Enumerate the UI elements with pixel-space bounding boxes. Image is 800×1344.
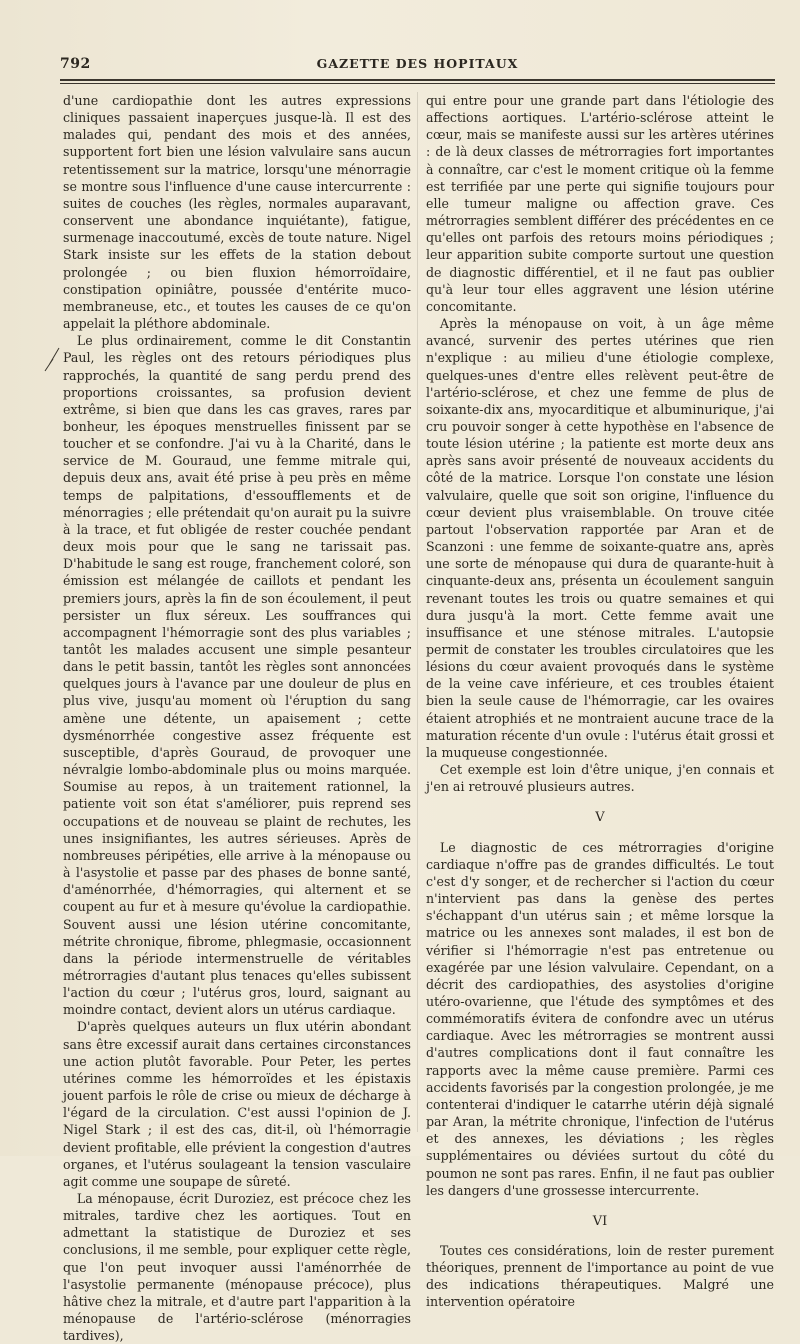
header-rule-thin — [60, 83, 775, 84]
paragraph: d'une cardiopathie dont les autres expressions cliniques passaient inaperçues jusque-là. Il est des malades qui, pendant des mois et des années, supportent fort bien une lésion valvulaire sans aucun retentissement sur la matrice, lorsqu'une ménorragie se montre sous l'influence d'une cause intercurrente : suites de couches (les règles, normales auparavant, conservent une abondance inquiétante), fatigue, surmenage inaccoutumé, excès de toute nature. Nigel Stark insiste sur les effets de la station debout prolongée ; ou bien fluxion hémorroïdaire, constipation opiniâtre, poussée d'entérite muco-membraneuse, etc., et toutes les causes de ce qu'on appelait la pléthore abdominale. — [63, 93, 411, 332]
left-column — [63, 92, 411, 1344]
running-header — [60, 50, 775, 74]
paragraph: D'après quelques auteurs un flux utérin abondant sans être excessif aurait dans certaines circonstances une action plutôt favorable. Pour Peter, les pertes utérines comme les hémorroïdes et les épistaxis jouent parfois le rôle de crise ou mieux de décharge à l'égard de la circulation. C'est aussi l'opinion de J. Nigel Stark ; il est des cas, dit-il, où l'hémorragie devient profitable, elle prévient la congestion d'autres organes, et l'utérus soulageant la tension vasculaire agit comme une soupape de sûreté. — [63, 1019, 411, 1189]
section-heading-vi: VI — [592, 1213, 608, 1229]
margin-pen-mark — [43, 345, 61, 373]
paragraph: Cet exemple est loin d'être unique, j'en connais et j'en ai retrouvé plusieurs autres. — [426, 762, 774, 795]
header-rule-thick — [60, 79, 775, 81]
paragraph: Toutes ces considérations, loin de rester purement théoriques, prennent de l'importance au point de vue des indications thérapeutiques. Malgré une intervention opératoire — [426, 1243, 774, 1310]
paragraph: qui entre pour une grande part dans l'étiologie des affections aortiques. L'artério-sclérose atteint le cœur, mais se manifeste aussi sur les artères utérines : de là deux classes de métrorragies fort importantes à connaître, car c'est le moment critique où la femme est terrifiée par une perte qui signifie toujours pour elle tumeur maligne ou affection grave. Ces métrorragies semblent différer des précédentes en ce qu'elles ont parfois des retours moins périodiques ; leur apparition subite comporte surtout une question de diagnostic différentiel, et il ne faut pas oublier qu'à leur tour elles aggravent une lésion utérine concomitante. — [426, 93, 774, 314]
column-divider — [417, 92, 418, 1132]
page-number: 792 — [60, 56, 91, 72]
paragraph: Le plus ordinairement, comme le dit Constantin Paul, les règles ont des retours périodiques plus rapprochés, la quantité de sang perdu prend des proportions croissantes, sa profusion devient extrême, si bien que dans les cas graves, rares par bonheur, les époques menstruelles finissent par se toucher et se confondre. J'ai vu à la Charité, dans le service de M. Gouraud, une femme mitrale qui, depuis deux ans, avait été prise à peu près en même temps de palpitations, d'essoufflements et de ménorragies ; elle prétendait qu'on aurait pu la suivre à la trace, et fut obligée de rester couchée pendant deux mois pour que le sang ne tarissait pas. D'habitude le sang est rouge, franchement coloré, son émission est mélangée de caillots et pendant les premiers jours, après la fin de son écoulement, il peut persister un flux séreux. Les souffrances qui accompagnent l'hémorragie sont des plus variables ; tantôt les malades accusent une simple pesanteur dans le petit bassin, tantôt les règles sont annoncées quelques jours à l'avance par une douleur de plus en plus vive, jusqu'au moment où l'éruption du sang amène une détente, un apaisement ; cette dysménorrhée congestive assez fréquente est susceptible, d'après Gouraud, de provoquer une névralgie lombo-abdominale plus ou moins marquée. Soumise au repos, à un traitement rationnel, la patiente voit son état s'améliorer, puis reprend ses occupations et de nouveau se plaint de rechutes, les unes insignifiantes, les autres sérieuses. Après de nombreuses péripéties, elle arrive à la ménopause ou à l'asystolie et passe par des phases de bonne santé, d'aménorrhée, d'hémorragies, qui alternent et se coupent au fur et à mesure qu'évolue la cardiopathie. Souvent aussi une lésion utérine concomitante, métrite chronique, fibrome, phlegmasie, occasionnent dans la période intermenstruelle de véritables métrorragies d'autant plus tenaces qu'elles subissent l'action du cœur ; l'utérus gros, lourd, saignant au moindre contact, devient alors un utérus cardiaque. — [63, 333, 411, 1018]
section-heading-v: V — [595, 810, 605, 826]
paragraph: La ménopause, écrit Duroziez, est précoce chez les mitrales, tardive chez les aortiques. Tout en admettant la statistique de Duroziez et ses conclusions, il me semble, pour expliquer cette règle, que l'on peut invoquer aussi l'aménorrhée de l'asystolie permanente (ménopause précoce), plus hâtive chez la mitrale, et d'autre part l'apparition à la ménopause de l'artério-sclérose (ménorragies tardives), — [63, 1191, 411, 1344]
paragraph: Après la ménopause on voit, à un âge même avancé, survenir des pertes utérines que rien n'explique : au milieu d'une étiologie complexe, quelques-unes d'entre elles relèvent peut-être de l'artério-sclérose, et chez une femme de plus de soixante-dix ans, myocarditique et albuminurique, j'ai cru pouvoir songer à cette hypothèse en l'absence de toute lésion utérine ; la patiente est morte deux ans après sans avoir présenté de nouveaux accidents du côté de la matrice. Lorsque l'on constate une lésion valvulaire, quelle que soit son origine, l'influence du cœur devient plus vraisemblable. On trouve citée partout l'observation rapportée par Aran et de Scanzoni : une femme de soixante-quatre ans, après une sorte de ménopause qui dura de quarante-huit à cinquante-deux ans, présenta un écoulement sanguin revenant toutes les trois ou quatre semaines et qui dura jusqu'à la mort. Cette femme avait une insuffisance et une sténose mitrales. L'autopsie permit de constater les troubles circulatoires que les lésions du cœur avaient provoqués dans le système de la veine cave inférieure, et ces troubles étaient bien la seule cause de l'hémorragie, car les ovaires étaient atrophiés et ne montraient aucune trace de la maturation récente d'un ovule : l'utérus était grossi et la muqueuse congestionnée. — [426, 316, 774, 760]
journal-title: GAZETTE DES HOPITAUX — [316, 56, 519, 71]
right-column — [426, 92, 774, 1310]
paragraph: Le diagnostic de ces métrorragies d'origine cardiaque n'offre pas de grandes difficultés. Le tout c'est d'y songer, et de rechercher si l'action du cœur n'intervient pas dans la genèse des pertes s'échappant d'un utérus sain ; et même lorsque la matrice ou les annexes sont malades, il est bon de vérifier si l'hémorragie n'est pas entretenue ou exagérée par une lésion valvulaire. Cependant, on a décrit des cardiopathies, des asystolies d'origine utéro-ovarienne, que l'étude des symptômes et des commémoratifs évitera de confondre avec un utérus cardiaque. Avec les métrorragies se montrent aussi d'autres complications dont il faut connaître les rapports avec la même cause première. Parmi ces accidents favorisés par la congestion prolongée, je me contenterai d'indiquer le catarrhe utérin déjà signalé par Aran, la métrite chronique, l'infection de l'utérus et des annexes, les déviations ; les règles supplémentaires ou déviées surtout du côté du poumon ne sont pas rares. Enfin, il ne faut pas oublier les dangers d'une grossesse intercurrente. — [426, 839, 774, 1198]
